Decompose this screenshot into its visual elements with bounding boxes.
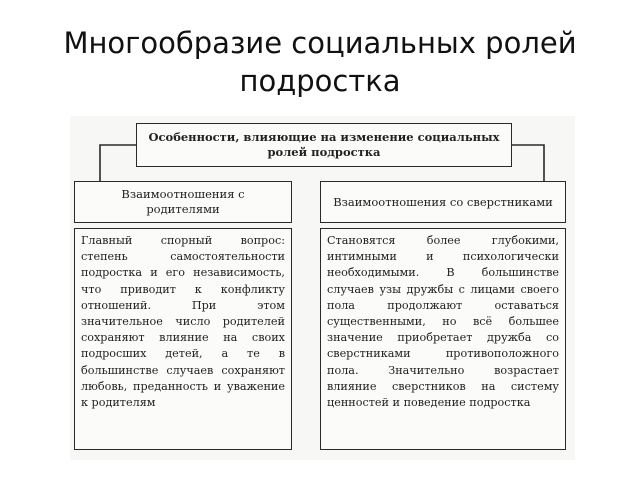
connector-right	[512, 145, 544, 181]
diagram-figure	[70, 116, 575, 460]
peers-description: Становятся более глубокими, интимными и психологически необходимыми. В большинстве случаев узы дружбы с лицами своего пола продолжают оставаться существенными, но всё большее значение приобретает дружба со сверстниками противоположного пола. Значительно возрастает влияние сверстников на систему ценностей и поведение подростка	[327, 234, 559, 410]
peers-heading-box	[320, 181, 566, 223]
parents-heading-box	[74, 181, 292, 223]
parents-description-box	[74, 228, 292, 450]
peers-heading: Взаимоотношения со сверстниками	[333, 194, 553, 209]
slide-title: Многообразие социальных ролей подростка	[63, 26, 577, 98]
connector-left	[100, 145, 136, 181]
root-box-text: Особенности, влияющие на изменение социальных ролей подростка	[148, 130, 500, 159]
peers-description-box	[320, 228, 566, 450]
root-box	[136, 123, 512, 167]
parents-heading: Взаимоотношения с родителями	[121, 187, 245, 216]
parents-description: Главный спорный вопрос: степень самостоятельности подростка и его независимость, что приводит к конфликту отношений. При этом значительное число родителей сохраняют влияние на своих подросших детей, а те в большинстве случаев сохраняют любовь, преданность и уважение к родителям	[81, 234, 285, 410]
